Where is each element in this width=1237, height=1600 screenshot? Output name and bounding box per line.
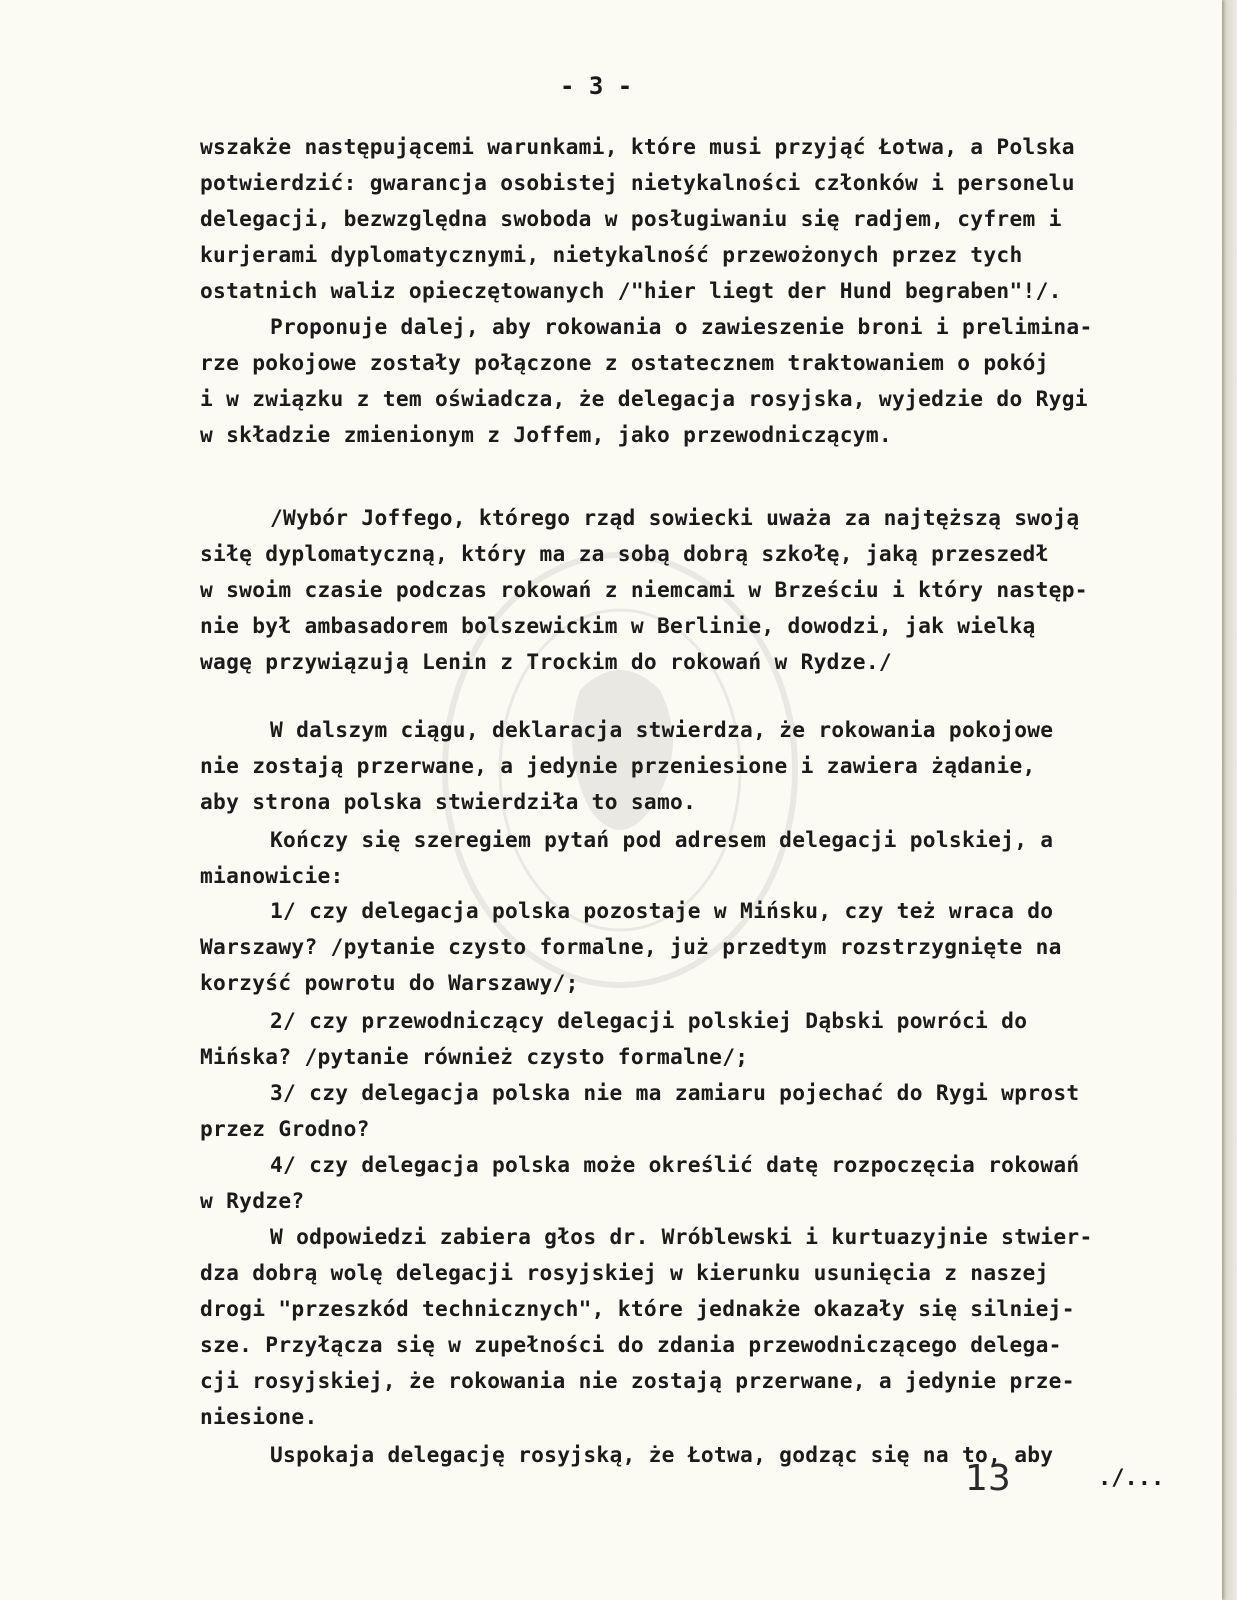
text-line: ostatnich waliz opieczętowanych /"hier liegt der Hund begraben"!/.: [200, 278, 1062, 303]
text-line: Kończy się szeregiem pytań pod adresem delegacji polskiej, a: [270, 827, 1054, 852]
text-line: /Wybór Joffego, którego rząd sowiecki uważa za najtęższą swoją: [270, 505, 1080, 530]
text-line: cji rosyjskiej, że rokowania nie zostają przerwane, a jedynie prze-: [200, 1368, 1075, 1393]
text-line: w składzie zmienionym z Joffem, jako przewodniczącym.: [200, 422, 892, 447]
text-line: nie zostają przerwane, a jedynie przeniesione i zawiera żądanie,: [200, 753, 1036, 778]
text-line: Uspokaja delegację rosyjską, że Łotwa, godząc się na to, aby: [270, 1442, 1054, 1467]
text-line: Proponuje dalej, aby rokowania o zawieszenie broni i prelimina-: [270, 314, 1093, 339]
text-line: aby strona polska stwierdziła to samo.: [200, 789, 697, 814]
text-line: delegacji, bezwzględna swoboda w posługiwaniu się radjem, cyfrem i: [200, 206, 1062, 231]
text-line: 1/ czy delegacja polska pozostaje w Mińsku, czy też wraca do: [270, 898, 1054, 923]
page-number: - 3 -: [560, 72, 633, 100]
text-line: nie był ambasadorem bolszewickim w Berlinie, dowodzi, jak wielką: [200, 613, 1036, 638]
text-line: korzyść powrotu do Warszawy/;: [200, 970, 579, 995]
text-line: dza dobrą wolę delegacji rosyjskiej w kierunku usunięcia z naszej: [200, 1260, 1049, 1285]
text-line: rze pokojowe zostały połączone z ostatecznem traktowaniem o pokój: [200, 350, 1049, 375]
text-line: wszakże następującemi warunkami, które musi przyjąć Łotwa, a Polska: [200, 134, 1075, 159]
text-line: i w związku z tem oświadcza, że delegacja rosyjska, wyjedzie do Rygi: [200, 386, 1088, 411]
text-line: przez Grodno?: [200, 1116, 370, 1141]
text-line: drogi "przeszkód technicznych", które jednakże okazały się silniej-: [200, 1296, 1075, 1321]
text-line: niesione.: [200, 1404, 318, 1429]
text-line: 3/ czy delegacja polska nie ma zamiaru pojechać do Rygi wprost: [270, 1080, 1080, 1105]
text-line: potwierdzić: gwarancja osobistej nietykalności członków i personelu: [200, 170, 1075, 195]
text-line: wagę przywiązują Lenin z Trockim do rokowań w Rydze./: [200, 649, 892, 674]
text-line: w Rydze?: [200, 1188, 305, 1213]
text-line: 4/ czy delegacja polska może określić datę rozpoczęcia rokowań: [270, 1152, 1080, 1177]
page-edge: [1222, 0, 1237, 1600]
text-line: W odpowiedzi zabiera głos dr. Wróblewski i kurtuazyjnie stwier-: [270, 1224, 1093, 1249]
continuation-mark: ./...: [1098, 1466, 1165, 1491]
text-line: sze. Przyłącza się w zupełności do zdania przewodniczącego delega-: [200, 1332, 1062, 1357]
text-line: W dalszym ciągu, deklaracja stwierdza, że rokowania pokojowe: [270, 717, 1054, 742]
text-line: Mińska? /pytanie również czysto formalne/;: [200, 1044, 749, 1069]
text-line: 2/ czy przewodniczący delegacji polskiej Dąbski powróci do: [270, 1008, 1028, 1033]
text-line: Warszawy? /pytanie czysto formalne, już przedtym rozstrzygnięte na: [200, 934, 1062, 959]
text-line: mianowicie:: [200, 863, 344, 888]
sheet-number-handwritten: 13: [965, 1458, 1011, 1499]
text-line: siłę dyplomatyczną, który ma za sobą dobrą szkołę, jaką przeszedł: [200, 541, 1049, 566]
text-line: w swoim czasie podczas rokowań z niemcami w Brześciu i który następ-: [200, 577, 1088, 602]
text-line: kurjerami dyplomatycznymi, nietykalność przewożonych przez tych: [200, 242, 1023, 267]
